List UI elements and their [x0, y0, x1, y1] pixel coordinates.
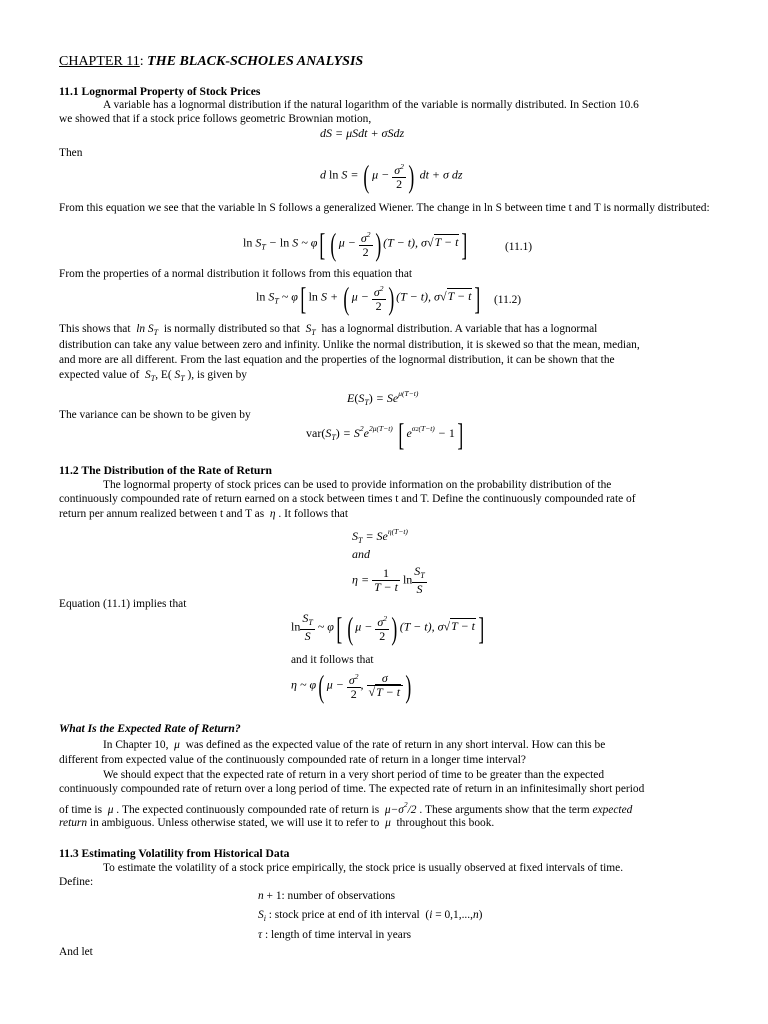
s1-p4-line4-b: , E( [155, 369, 172, 381]
equation-11-1: $\ln S_T - \ln S$ ~ φ[ ( μ − $\frac{\sigma^2}{2}$ ) (T − t), σ√T − t ] [243, 225, 468, 262]
s1-p4-line4-a: expected value of [59, 369, 140, 381]
s2-p1-line1: The lognormal property of stock prices can be used to provide information on the probability distribution of the [103, 479, 612, 491]
s1-p1-line1: A variable has a lognormal distribution if the natural logarithm of the variable is normally distributed. In Section 10.6 [103, 99, 639, 111]
s1-p2-text: From this equation we see that the variable ln S follows a generalized Wiener. The change in ln S between time t and T is normally distributed: [59, 202, 710, 214]
s1-p4-c: has a lognormal distribution. A variable that has a lognormal [321, 323, 598, 335]
s1-p4-line4: expected value of $S_T$, E( $S_T$ ), is given by [59, 369, 247, 383]
s3-p1-a: In Chapter 10, [103, 739, 169, 751]
chapter-name: THE BLACK-SCHOLES ANALYSIS [147, 54, 364, 69]
equation-ds: dS = μSdt + σSdz [320, 126, 405, 140]
s1-p4-b: is normally distributed so that [163, 323, 300, 335]
then-label: Then [59, 147, 83, 159]
s2-p1-line3: return per annum realized between t and T as η . It follows that [59, 508, 348, 520]
s3-p2-line3-a: of time is [59, 804, 103, 816]
s3-p2-line4: return in ambiguous. Unless otherwise stated, we will use it to refer to μ throughout this book. [59, 817, 495, 829]
expected-rate-heading: What Is the Expected Rate of Return? [59, 722, 241, 735]
equation-st-eta: $S_T = Se^{\eta(T-t)}$ [352, 527, 408, 545]
s3-p2-line3-b: . The expected continuously compounded rate of return is [116, 804, 380, 816]
s1-p4-line4-c: ), is given by [187, 369, 247, 381]
equation-dlns: d ln S = ( μ − $\frac{\sigma^2}{2}$ ) dt + σ dz [320, 157, 463, 194]
equation-11-2: $\ln S_T$ ~ φ[ ln S + ( μ − $\frac{\sigma^2}{2}$ ) (T − t), σ√T − t ] [256, 279, 481, 316]
s1-p4-line3: and more are all different. From the last equation and the properties of the lognormal distribution, it can be shown that the [59, 354, 615, 366]
section-11-2-heading: 11.2 The Distribution of the Rate of Return [59, 464, 272, 477]
s3-p1-line2: different from expected value of the continuously compounded rate of return in a longer time interval? [59, 754, 526, 766]
definition-si-text: : stock price at end of ith interval [268, 909, 420, 921]
s1-p2 [59, 201, 719, 216]
follows-label: and it follows that [291, 654, 374, 666]
and-label: and [352, 547, 370, 561]
s2-p1-line2: continuously compounded rate of return earned on a stock between times t and T. Define the continuously compounded rate of [59, 493, 636, 505]
chapter-sep: : [139, 54, 148, 69]
s3-p1-line1: In Chapter 10, μ was defined as the expected value of the rate of return in any short interval. How can this be [103, 739, 606, 751]
s4-p1-line1: To estimate the volatility of a stock price empirically, the stock price is usually observed at fixed intervals of time. [103, 862, 624, 874]
s1-p4-line2: distribution can take any value between zero and infinity. Unlike the normal distribution, it is skewed so that the mean, median, [59, 339, 640, 351]
s2-p1-line3-b: . It follows that [278, 508, 348, 520]
s1-p4-line1: This shows that $\ln S_T$ is normally distributed so that $S_T$ has a lognormal distribution. A variable that has a lognormal [59, 323, 598, 337]
s3-p2-line3-c: . These arguments show that the term [419, 804, 590, 816]
s3-p2-line3: of time is μ . The expected continuously compounded rate of return is $\mu-\sigma^2/2$ . These arguments show that the term expected [59, 800, 633, 816]
s3-p2-line3-d: expected [592, 804, 633, 816]
eq-11-1-label: (11.1) [505, 241, 533, 253]
define-label: Define: [59, 876, 94, 888]
s3-p2-line1: We should expect that the expected rate of return in a very short period of time to be greater than the expected [103, 769, 605, 781]
and-let-label: And let [59, 946, 93, 958]
eq-11-2-label: (11.2) [494, 294, 522, 306]
equation-variance: $var(S_T) = S^2e^{2\mu(T-t)}$ [ $e^{\sigma 2(T-t)} - 1$] [306, 416, 464, 452]
s3-p2-line2: continuously compounded rate of return over a long period of time. The expected rate of return in an infinitesimally short period [59, 783, 645, 795]
s3-p1-b: was defined as the expected value of the rate of return in any short interval. How can this be [185, 739, 606, 751]
variance-intro: The variance can be shown to be given by [59, 409, 251, 421]
definition-tau: τ : length of time interval in years [258, 929, 412, 941]
s1-p3: From the properties of a normal distribution it follows from this equation that [59, 268, 413, 280]
definition-n: n + 1: number of observations [258, 890, 396, 902]
chapter-label: CHAPTER 11 [59, 54, 140, 69]
section-11-1-heading: 11.1 Lognormal Property of Stock Prices [59, 85, 261, 98]
equation-eta-def: η = $\frac{1}{T - t}$ ln $\frac{S_T}{S}$ [352, 564, 425, 596]
s3-p2-line4-a: return [59, 817, 88, 829]
equation-eta-dist: η ~ φ( μ − $\frac{\sigma^2}{2}$ , $\frac{\sigma}{√T - t}$ ) [291, 667, 412, 704]
implies-label: Equation (11.1) implies that [59, 598, 187, 610]
definition-si: $S_i$ : stock price at end of ith interval (i = 0,1,...,n) [258, 909, 483, 923]
section-11-3-heading: 11.3 Estimating Volatility from Historical Data [59, 847, 290, 860]
definition-n-text: : number of observations [281, 890, 396, 902]
s1-p1-line2: we showed that if a stock price follows geometric Brownian motion, [59, 113, 372, 125]
definition-tau-text: : length of time interval in years [264, 929, 412, 941]
equation-ln-ratio: ln $\frac{S_T}{S}$ ~ φ[ ( μ − $\frac{\sigma^2}{2}$ ) (T − t), σ√T − t ] [291, 609, 485, 646]
s3-p2-line4-c: throughout this book. [396, 817, 495, 829]
s1-p4-a: This shows that [59, 323, 131, 335]
s3-p2-line4-b: in ambiguous. Unless otherwise stated, we will use it to refer to [89, 817, 380, 829]
s2-p1-line3-a: return per annum realized between t and T as [59, 508, 265, 520]
equation-expected-value: $E(S_T) = Se^{\mu(T-t)}$ [347, 389, 419, 407]
chapter-title [59, 54, 363, 70]
